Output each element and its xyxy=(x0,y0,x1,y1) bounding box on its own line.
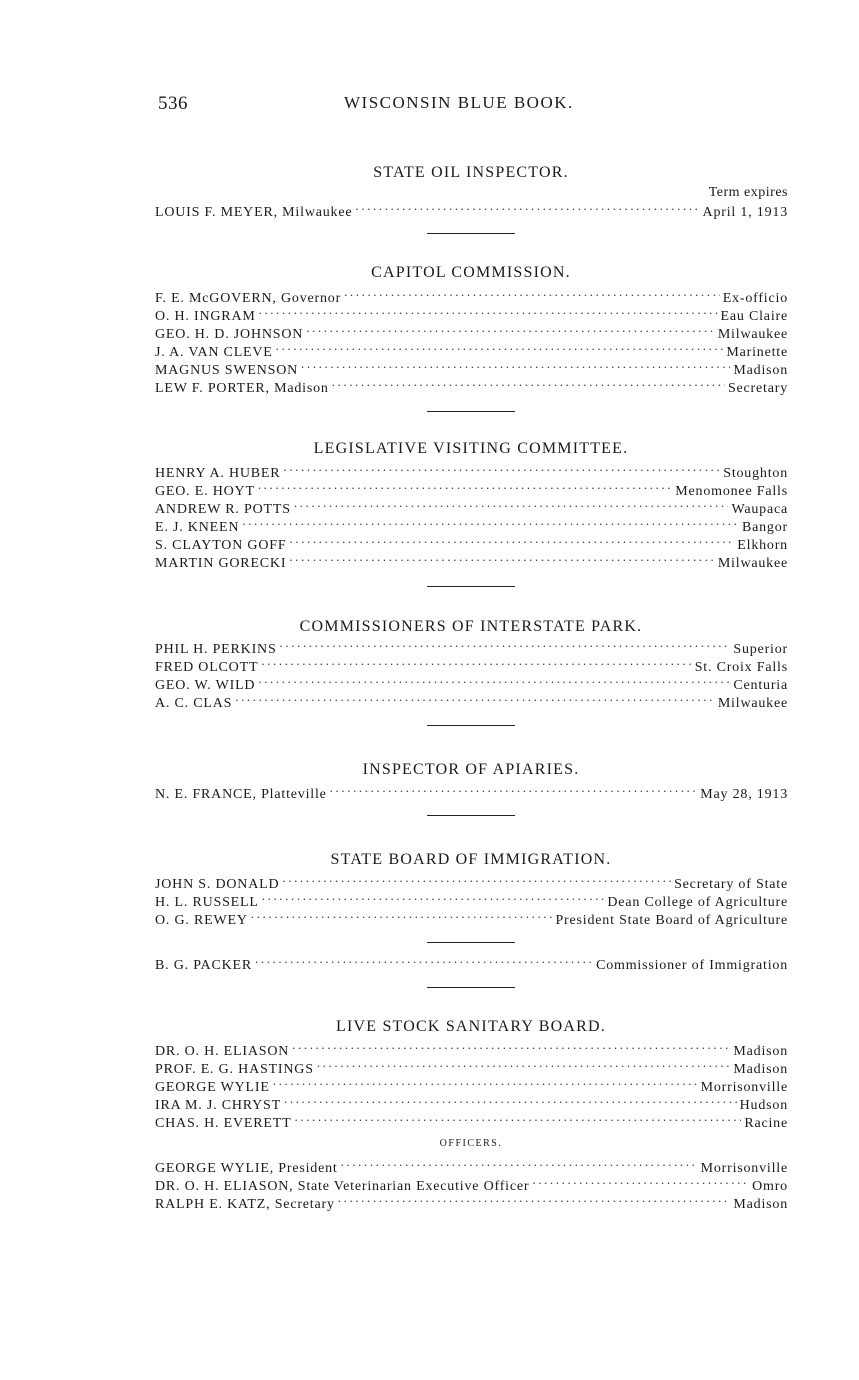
list-item xyxy=(155,1194,788,1212)
entry-value: Dean College of Agriculture xyxy=(607,895,788,910)
list-item xyxy=(155,657,788,675)
list-item xyxy=(155,784,788,802)
dot-leader xyxy=(332,378,725,392)
entry-value: Waupaca xyxy=(731,502,788,517)
list-item xyxy=(155,675,788,693)
dot-leader xyxy=(276,342,724,356)
dot-leader xyxy=(259,306,718,320)
dot-leader xyxy=(355,202,699,216)
list-item xyxy=(155,639,788,657)
list-item xyxy=(155,1041,788,1059)
list-item xyxy=(155,360,788,378)
section-title-interstate-park: COMMISSIONERS OF INTERSTATE PARK. xyxy=(299,618,643,635)
entry-name: PROF. E. G. HASTINGS xyxy=(155,1062,314,1077)
entry-value: Superior xyxy=(733,642,788,657)
dot-leader xyxy=(282,874,671,888)
entry-value: Stoughton xyxy=(723,466,788,481)
page-header xyxy=(158,93,788,119)
entry-name: ANDREW R. POTTS xyxy=(155,502,291,517)
entry-name: B. G. PACKER xyxy=(155,958,252,973)
list-item xyxy=(155,693,788,711)
entry-name: IRA M. J. CHRYST xyxy=(155,1098,281,1113)
entry-name: O. H. INGRAM xyxy=(155,309,256,324)
entry-name: GEO. H. D. JOHNSON xyxy=(155,327,304,342)
divider-rule xyxy=(427,725,515,726)
entry-name: F. E. McGOVERN, Governor xyxy=(155,291,342,306)
list-item xyxy=(155,481,788,499)
entry-value: Morrisonville xyxy=(700,1080,788,1095)
dot-leader xyxy=(255,955,593,969)
page-number: 536 xyxy=(158,93,188,114)
entry-value: Secretary of State xyxy=(674,877,788,892)
entry-value: Bangor xyxy=(741,520,788,535)
list-item xyxy=(155,553,788,571)
entry-value: St. Croix Falls xyxy=(694,660,788,675)
entry-name: N. E. FRANCE, Platteville xyxy=(155,787,327,802)
dot-leader xyxy=(292,1041,730,1055)
entry-value: Madison xyxy=(733,363,788,378)
entry-value: Ex-officio xyxy=(722,291,788,306)
entry-value: Madison xyxy=(733,1062,788,1077)
entry-value: May 28, 1913 xyxy=(700,787,788,802)
dot-leader xyxy=(301,360,730,374)
entry-value: Menomonee Falls xyxy=(675,484,788,499)
entry-name: GEO. W. WILD xyxy=(155,678,256,693)
dot-leader xyxy=(294,499,729,513)
entry-value: President State Board of Agriculture xyxy=(555,913,788,928)
list-item xyxy=(155,1059,788,1077)
entry-value: Commissioner of Immigration xyxy=(596,958,788,973)
divider-rule xyxy=(427,411,515,412)
entry-name: O. G. REWEY xyxy=(155,913,248,928)
entry-value: Morrisonville xyxy=(700,1161,788,1176)
entry-name: S. CLAYTON GOFF xyxy=(155,538,287,553)
entry-name: MAGNUS SWENSON xyxy=(155,363,299,378)
entry-value: Madison xyxy=(733,1197,788,1212)
entry-name: JOHN S. DONALD xyxy=(155,877,280,892)
entry-value: Milwaukee xyxy=(717,327,788,342)
entry-name: FRED OLCOTT xyxy=(155,660,259,675)
dot-leader xyxy=(344,288,720,302)
entry-name: CHAS. H. EVERETT xyxy=(155,1116,292,1131)
divider-rule xyxy=(427,942,515,943)
dot-leader xyxy=(532,1176,749,1190)
entry-name: RALPH E. KATZ, Secretary xyxy=(155,1197,335,1212)
entry-name: LOUIS F. MEYER, Milwaukee xyxy=(155,205,353,220)
list-item xyxy=(155,517,788,535)
entry-name: LEW F. PORTER, Madison xyxy=(155,381,329,396)
dot-leader xyxy=(341,1158,698,1172)
list-item xyxy=(155,1176,788,1194)
list-item xyxy=(155,1158,788,1176)
entry-value: Hudson xyxy=(739,1098,788,1113)
entry-name: GEO. E. HOYT xyxy=(155,484,255,499)
dot-leader xyxy=(251,910,553,924)
term-expires-heading: Term expires xyxy=(708,185,788,200)
divider-rule xyxy=(427,586,515,587)
dot-leader xyxy=(258,675,730,689)
list-item xyxy=(155,202,788,220)
section-title-oil-inspector: STATE OIL INSPECTOR. xyxy=(373,164,569,181)
divider-rule xyxy=(427,233,515,234)
list-item xyxy=(155,342,788,360)
dot-leader xyxy=(273,1077,698,1091)
list-item xyxy=(155,378,788,396)
list-item xyxy=(155,306,788,324)
list-item xyxy=(155,1113,788,1131)
dot-leader xyxy=(235,693,715,707)
entry-value: Racine xyxy=(744,1116,788,1131)
entry-name: H. L. RUSSELL xyxy=(155,895,259,910)
entry-name: HENRY A. HUBER xyxy=(155,466,281,481)
entry-value: Secretary xyxy=(727,381,788,396)
entry-value: Eau Claire xyxy=(720,309,788,324)
dot-leader xyxy=(338,1194,731,1208)
list-item xyxy=(155,324,788,342)
dot-leader xyxy=(258,481,672,495)
dot-leader xyxy=(289,535,734,549)
list-item xyxy=(155,463,788,481)
dot-leader xyxy=(261,657,691,671)
dot-leader xyxy=(242,517,739,531)
section-title-legislative-committee: LEGISLATIVE VISITING COMMITTEE. xyxy=(313,440,629,457)
list-item xyxy=(155,499,788,517)
list-item xyxy=(155,910,788,928)
entry-value: Centuria xyxy=(733,678,788,693)
dot-leader xyxy=(283,463,720,477)
entry-name: J. A. VAN CLEVE xyxy=(155,345,273,360)
entry-value: April 1, 1913 xyxy=(702,205,788,220)
entry-name: GEORGE WYLIE, President xyxy=(155,1161,338,1176)
entry-name: E. J. KNEEN xyxy=(155,520,240,535)
list-item xyxy=(155,1077,788,1095)
entry-value: Madison xyxy=(733,1044,788,1059)
list-item xyxy=(155,874,788,892)
list-item xyxy=(155,535,788,553)
entry-value: Marinette xyxy=(726,345,788,360)
dot-leader xyxy=(306,324,715,338)
entry-name: GEORGE WYLIE xyxy=(155,1080,270,1095)
entry-value: Elkhorn xyxy=(737,538,788,553)
entry-name: MARTIN GORECKI xyxy=(155,556,287,571)
section-title-apiaries: INSPECTOR OF APIARIES. xyxy=(362,761,580,778)
dot-leader xyxy=(330,784,698,798)
dot-leader xyxy=(284,1095,737,1109)
list-item xyxy=(155,955,788,973)
section-title-livestock-board: LIVE STOCK SANITARY BOARD. xyxy=(336,1018,606,1035)
dot-leader xyxy=(262,892,605,906)
entry-value: Milwaukee xyxy=(717,556,788,571)
running-title: WISCONSIN BLUE BOOK. xyxy=(344,93,574,112)
entry-name: DR. O. H. ELIASON xyxy=(155,1044,290,1059)
dot-leader xyxy=(317,1059,731,1073)
list-item xyxy=(155,1095,788,1113)
entry-name: A. C. CLAS xyxy=(155,696,233,711)
section-title-immigration: STATE BOARD OF IMMIGRATION. xyxy=(330,851,612,868)
entry-value: Omro xyxy=(752,1179,788,1194)
officers-heading: OFFICERS. xyxy=(439,1138,503,1149)
section-title-capitol-commission: CAPITOL COMMISSION. xyxy=(371,264,571,281)
entry-value: Milwaukee xyxy=(717,696,788,711)
divider-rule xyxy=(427,987,515,988)
divider-rule xyxy=(427,815,515,816)
list-item xyxy=(155,892,788,910)
entry-name: DR. O. H. ELIASON, State Veterinarian Executive Officer xyxy=(155,1179,530,1194)
dot-leader xyxy=(289,553,715,567)
dot-leader xyxy=(280,639,731,653)
entry-name: PHIL H. PERKINS xyxy=(155,642,277,657)
dot-leader xyxy=(294,1113,741,1127)
list-item xyxy=(155,288,788,306)
